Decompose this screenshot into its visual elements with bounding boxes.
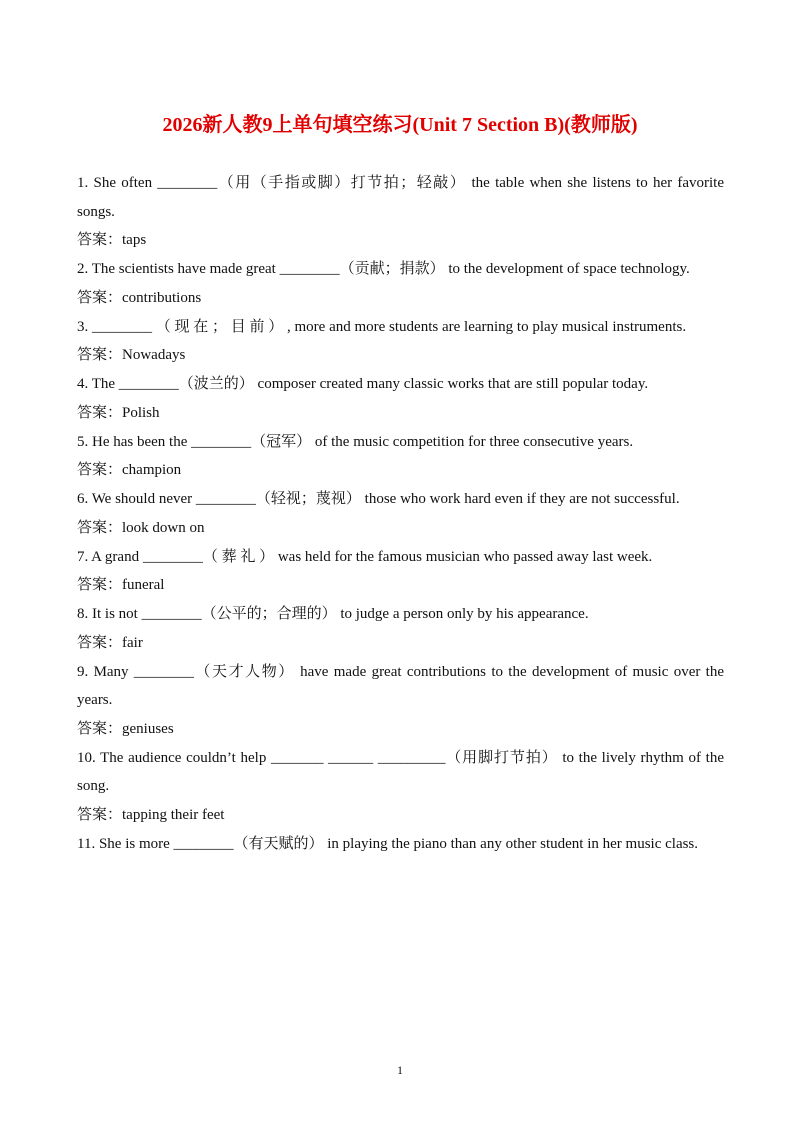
page-number: 1 — [397, 1063, 403, 1077]
question-2: 2. The scientists have made great ________（贡献；捐款） to the development of space technology. — [77, 261, 690, 277]
question-5: 5. He has been the ________（冠军） of the music competition for three consecutive years. — [77, 433, 634, 450]
answer-3: 答案：Nowadays — [77, 347, 186, 363]
answer-4: 答案：Polish — [77, 404, 160, 421]
question-11: 11. She is more ________（有天赋的） in playing the piano than any other student in her music class. — [77, 835, 699, 852]
exercise-list — [77, 169, 724, 858]
question-3: 3. ________ （ 现 在 ； 目 前 ） , more and more students are learning to play musical instruments. — [77, 318, 687, 335]
question-4: 4. The ________（波兰的） composer created many classic works that are still popular today. — [77, 376, 649, 392]
question-7: 7. A grand ________（ 葬 礼 ） was held for the famous musician who passed away last week. — [77, 548, 653, 565]
answer-1: 答案：taps — [77, 232, 147, 248]
answer-8: 答案：fair — [77, 634, 143, 651]
question-1: 1. She often ________（用（手指或脚）打节拍；轻敲） the table when she listens to her favorite songs. — [77, 175, 724, 220]
answer-6: 答案：look down on — [77, 519, 205, 536]
question-6: 6. We should never ________（轻视；蔑视） those who work hard even if they are not successful. — [77, 491, 680, 507]
answer-7: 答案：funeral — [77, 577, 165, 593]
question-9: 9. Many ________（天才人物） have made great contributions to the development of music over the years. — [77, 663, 724, 708]
answer-5: 答案：champion — [77, 462, 182, 478]
question-10: 10. The audience couldn’t help _______ ______ _________（用脚打节拍） to the lively rhythm of the song. — [77, 749, 724, 794]
document-title: 2026新人教9上单句填空练习(Unit 7 Section B)(教师版) — [162, 114, 638, 136]
answer-2: 答案：contributions — [77, 289, 202, 306]
answer-9: 答案：geniuses — [77, 720, 174, 737]
question-8: 8. It is not ________（公平的；合理的） to judge a person only by his appearance. — [77, 606, 589, 622]
answer-10: 答案：tapping their feet — [77, 806, 225, 823]
